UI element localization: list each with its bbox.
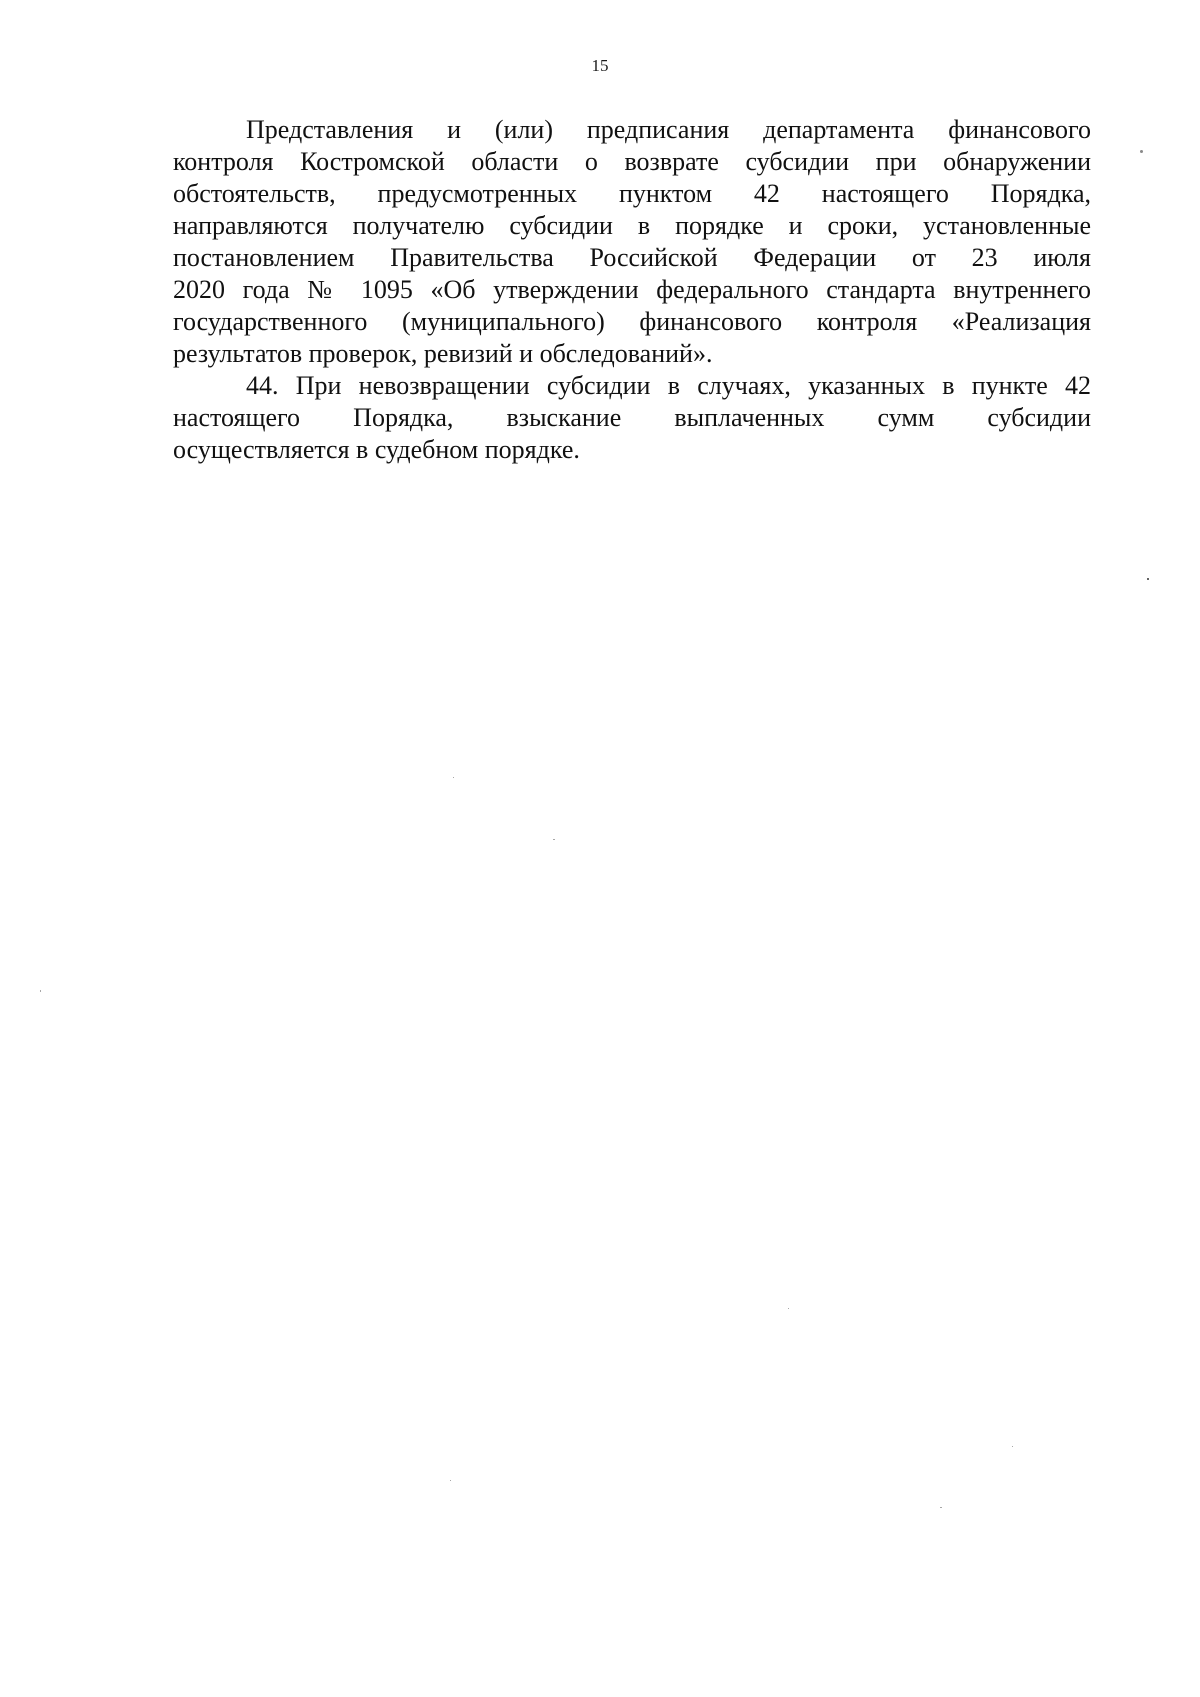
scan-speck: [450, 1480, 451, 1481]
paragraph-line: постановлением Правительства Российской Федерации от 23 июля: [173, 243, 1091, 272]
paragraph-line: направляются получателю субсидии в порядке и сроки, установленные: [173, 211, 1091, 240]
paragraph-2: [173, 370, 1091, 466]
scan-speck: [453, 777, 454, 778]
paragraph-line: обстоятельств, предусмотренных пунктом 42 настоящего Порядка,: [173, 179, 1091, 208]
scan-speck: [553, 839, 555, 840]
scan-speck: [1147, 578, 1149, 580]
scan-speck: [940, 1507, 942, 1508]
paragraph-line: Представления и (или) предписания департамента финансового: [246, 115, 1091, 144]
paragraph-line: государственного (муниципального) финансового контроля «Реализация: [173, 307, 1091, 336]
scan-speck: [788, 1308, 789, 1309]
paragraph-line: осуществляется в судебном порядке.: [173, 435, 580, 464]
paragraph-line: результатов проверок, ревизий и обследований».: [173, 339, 713, 368]
paragraph-line: 44. При невозвращении субсидии в случаях, указанных в пункте 42: [246, 371, 1091, 400]
paragraph-1: [173, 114, 1091, 370]
scan-speck: [1140, 150, 1143, 153]
page-number: 15: [591, 56, 609, 75]
scan-speck: [1012, 1446, 1013, 1447]
paragraph-line: 2020 года № 1095 «Об утверждении федерального стандарта внутреннего: [173, 275, 1091, 304]
paragraph-line: контроля Костромской области о возврате субсидии при обнаружении: [173, 147, 1091, 176]
paragraph-line: настоящего Порядка, взыскание выплаченных сумм субсидии: [173, 403, 1091, 432]
document-body: [173, 114, 1091, 466]
scan-speck: [40, 990, 41, 992]
